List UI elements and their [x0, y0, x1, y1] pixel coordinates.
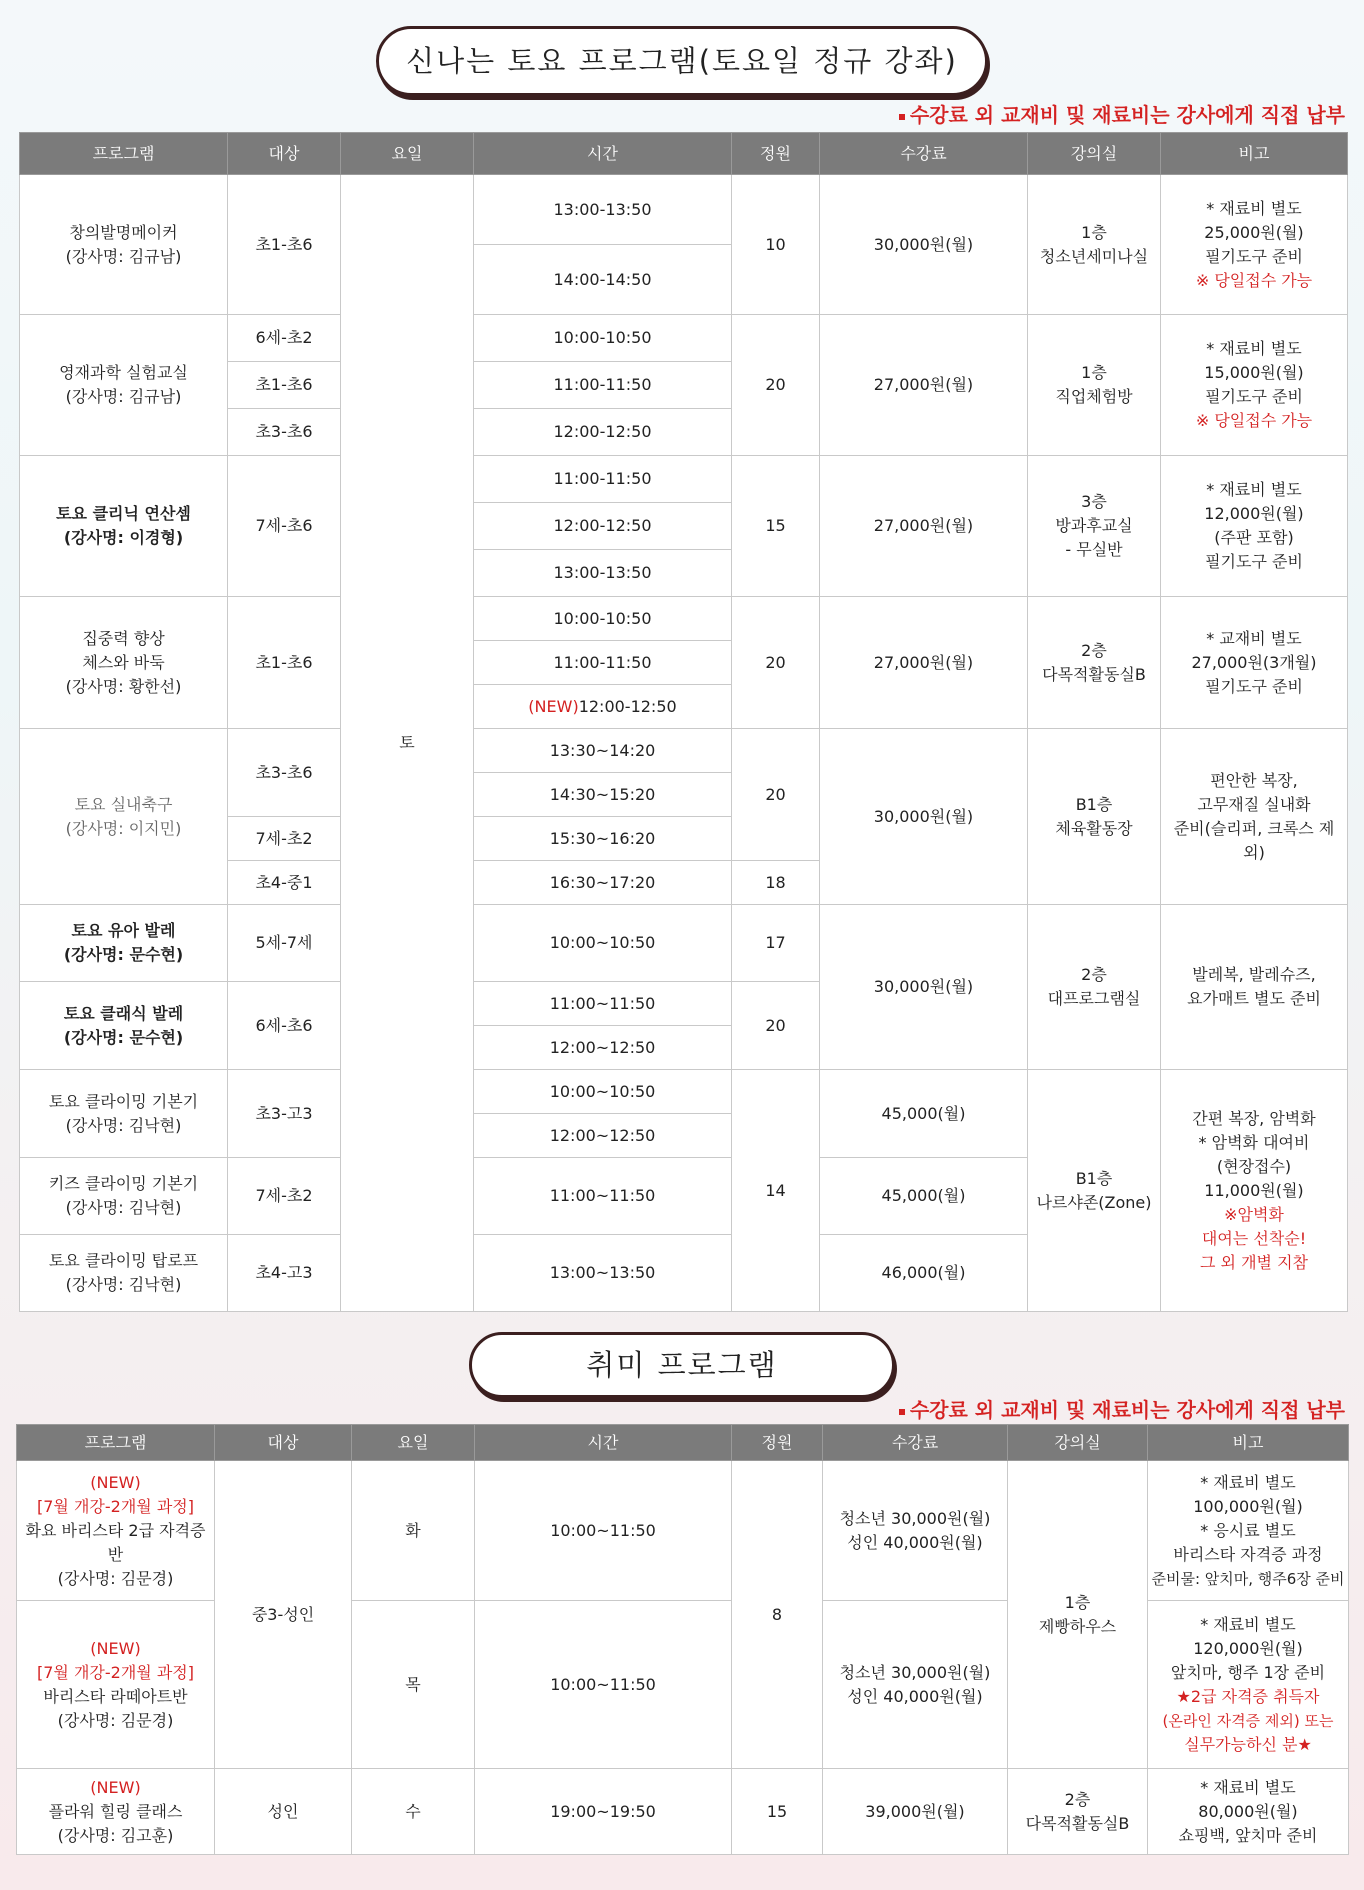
- target-cell: 성인: [215, 1769, 352, 1855]
- table-row: [17, 1769, 1349, 1855]
- time-cell: 11:00-11:50: [474, 362, 732, 409]
- time-cell: 13:00-13:50: [474, 175, 732, 245]
- program-cell: 집중력 향상 체스와 바둑 (강사명: 황한선): [20, 597, 228, 729]
- fee-note: 수강료 외 교재비 및 재료비는 강사에게 직접 납부: [899, 99, 1345, 128]
- fee-cell: 30,000원(월): [820, 729, 1028, 905]
- target-cell: 초3-초6: [228, 409, 341, 456]
- section-title-hobby: 취미 프로그램: [469, 1332, 895, 1398]
- header-cell: 프로그램: [20, 133, 228, 175]
- time-cell: 14:00-14:50: [474, 245, 732, 315]
- time-cell: 16:30~17:20: [474, 861, 732, 905]
- day-cell: 토: [341, 175, 474, 1312]
- time-cell: 11:00-11:50: [474, 456, 732, 503]
- day-cell: 화: [352, 1461, 475, 1601]
- target-cell: 초4-중1: [228, 861, 341, 905]
- target-cell: 초4-고3: [228, 1235, 341, 1312]
- table-header-row: [17, 1425, 1349, 1461]
- target-cell: 6세-초2: [228, 315, 341, 362]
- note-cell: * 재료비 별도 15,000원(월) 필기도구 준비 ※ 당일접수 가능: [1161, 315, 1348, 456]
- fee-cell: 청소년 30,000원(월) 성인 40,000원(월): [823, 1461, 1008, 1601]
- header-cell: 프로그램: [17, 1425, 215, 1461]
- saturday-program-table: [19, 132, 1348, 1312]
- time-cell: 10:00-10:50: [474, 315, 732, 362]
- capacity-cell: 8: [732, 1461, 823, 1769]
- capacity-cell: 15: [732, 1769, 823, 1855]
- header-cell: 요일: [341, 133, 474, 175]
- fee-cell: 45,000(월): [820, 1070, 1028, 1158]
- program-cell: 토요 클리닉 연산셈 (강사명: 이경형): [20, 456, 228, 597]
- room-cell: 1층 제빵하우스: [1008, 1461, 1148, 1769]
- capacity-cell: 20: [732, 729, 820, 861]
- fee-cell: 39,000원(월): [823, 1769, 1008, 1855]
- table-row: [20, 315, 1348, 362]
- program-cell: 토요 유아 발레 (강사명: 문수현): [20, 905, 228, 982]
- header-cell: 정원: [732, 133, 820, 175]
- target-cell: 초1-초6: [228, 597, 341, 729]
- time-cell: 10:00~11:50: [475, 1461, 732, 1601]
- program-cell: 토요 클래식 발레 (강사명: 문수현): [20, 982, 228, 1070]
- program-cell: (NEW) 플라워 힐링 클래스 (강사명: 김고훈): [17, 1769, 215, 1855]
- capacity-cell: 17: [732, 905, 820, 982]
- header-cell: 시간: [475, 1425, 732, 1461]
- note-cell: * 재료비 별도 120,000원(월) 앞치마, 행주 1장 준비 ★2급 자격증 취득자 (온라인 자격증 제외) 또는 실무가능하신 분★: [1148, 1601, 1349, 1769]
- room-cell: 2층 다목적활동실B: [1028, 597, 1161, 729]
- day-cell: 목: [352, 1601, 475, 1769]
- target-cell: 7세-초2: [228, 817, 341, 861]
- header-cell: 대상: [215, 1425, 352, 1461]
- target-cell: 초3-고3: [228, 1070, 341, 1158]
- time-cell: 12:00-12:50: [474, 503, 732, 550]
- time-cell: 10:00-10:50: [474, 597, 732, 641]
- time-cell: 10:00~10:50: [474, 905, 732, 982]
- table-row: [20, 597, 1348, 641]
- header-cell: 비고: [1148, 1425, 1349, 1461]
- fee-cell: 30,000원(월): [820, 905, 1028, 1070]
- fee-cell: 27,000원(월): [820, 597, 1028, 729]
- program-cell: 창의발명메이커 (강사명: 김규남): [20, 175, 228, 315]
- note-cell: * 재료비 별도 80,000원(월) 쇼핑백, 앞치마 준비: [1148, 1769, 1349, 1855]
- capacity-cell: 15: [732, 456, 820, 597]
- bullet-icon: [899, 1409, 905, 1415]
- time-cell: 11:00-11:50: [474, 641, 732, 685]
- time-cell: 10:00~11:50: [475, 1601, 732, 1769]
- time-cell: 12:00-12:50: [474, 409, 732, 456]
- room-cell: 2층 대프로그램실: [1028, 905, 1161, 1070]
- note-cell: * 재료비 별도 100,000원(월) * 응시료 별도 바리스타 자격증 과정 준비물: 앞치마, 행주6장 준비: [1148, 1461, 1349, 1601]
- fee-cell: 46,000(월): [820, 1235, 1028, 1312]
- program-cell: 토요 클라이밍 탑로프 (강사명: 김낙현): [20, 1235, 228, 1312]
- room-cell: 1층 청소년세미나실: [1028, 175, 1161, 315]
- target-cell: 5세-7세: [228, 905, 341, 982]
- table-row: [20, 729, 1348, 773]
- time-cell: 12:00~12:50: [474, 1026, 732, 1070]
- fee-cell: 27,000원(월): [820, 315, 1028, 456]
- header-cell: 정원: [732, 1425, 823, 1461]
- time-cell: 11:00~11:50: [474, 1158, 732, 1235]
- time-cell: 19:00~19:50: [475, 1769, 732, 1855]
- capacity-cell: 20: [732, 315, 820, 456]
- target-cell: 7세-초6: [228, 456, 341, 597]
- table-row: [20, 456, 1348, 503]
- header-cell: 강의실: [1008, 1425, 1148, 1461]
- header-cell: 요일: [352, 1425, 475, 1461]
- capacity-cell: 20: [732, 597, 820, 729]
- section-title-saturday: 신나는 토요 프로그램(토요일 정규 강좌): [376, 26, 988, 96]
- table-row: [20, 1070, 1348, 1114]
- capacity-cell: 10: [732, 175, 820, 315]
- time-cell: 13:30~14:20: [474, 729, 732, 773]
- target-cell: 중3-성인: [215, 1461, 352, 1769]
- room-cell: B1층 체육활동장: [1028, 729, 1161, 905]
- note-cell: * 재료비 별도 12,000원(월) (주판 포함) 필기도구 준비: [1161, 456, 1348, 597]
- room-cell: 2층 다목적활동실B: [1008, 1769, 1148, 1855]
- time-cell: 15:30~16:20: [474, 817, 732, 861]
- program-cell: 토요 클라이밍 기본기 (강사명: 김낙현): [20, 1070, 228, 1158]
- day-cell: 수: [352, 1769, 475, 1855]
- note-cell: 발레복, 발레슈즈, 요가매트 별도 준비: [1161, 905, 1348, 1070]
- time-cell: 10:00~10:50: [474, 1070, 732, 1114]
- table-row: [17, 1461, 1349, 1601]
- fee-cell: 청소년 30,000원(월) 성인 40,000원(월): [823, 1601, 1008, 1769]
- fee-cell: 45,000(월): [820, 1158, 1028, 1235]
- target-cell: 초1-초6: [228, 175, 341, 315]
- program-cell: 키즈 클라이밍 기본기 (강사명: 김낙현): [20, 1158, 228, 1235]
- note-cell: 간편 복장, 암벽화 * 암벽화 대여비 (현장접수) 11,000원(월) ※암벽화 대여는 선착순! 그 외 개별 지참: [1161, 1070, 1348, 1312]
- room-cell: 3층 방과후교실 - 무실반: [1028, 456, 1161, 597]
- header-cell: 대상: [228, 133, 341, 175]
- capacity-cell: 20: [732, 982, 820, 1070]
- fee-note: 수강료 외 교재비 및 재료비는 강사에게 직접 납부: [899, 1394, 1345, 1423]
- note-cell: * 재료비 별도 25,000원(월) 필기도구 준비 ※ 당일접수 가능: [1161, 175, 1348, 315]
- fee-cell: 30,000원(월): [820, 175, 1028, 315]
- program-cell: 토요 실내축구 (강사명: 이지민): [20, 729, 228, 905]
- fee-cell: 27,000원(월): [820, 456, 1028, 597]
- bullet-icon: [899, 114, 905, 120]
- time-cell: 13:00~13:50: [474, 1235, 732, 1312]
- capacity-cell: 14: [732, 1070, 820, 1312]
- time-cell: 14:30~15:20: [474, 773, 732, 817]
- time-cell: 11:00~11:50: [474, 982, 732, 1026]
- header-cell: 시간: [474, 133, 732, 175]
- header-cell: 강의실: [1028, 133, 1161, 175]
- capacity-cell: 18: [732, 861, 820, 905]
- target-cell: 초1-초6: [228, 362, 341, 409]
- time-cell: 12:00~12:50: [474, 1114, 732, 1158]
- note-cell: * 교재비 별도 27,000원(3개월) 필기도구 준비: [1161, 597, 1348, 729]
- header-cell: 비고: [1161, 133, 1348, 175]
- room-cell: B1층 나르샤존(Zone): [1028, 1070, 1161, 1312]
- program-cell: 영재과학 실험교실 (강사명: 김규남): [20, 315, 228, 456]
- program-cell: (NEW) [7월 개강-2개월 과정] 바리스타 라떼아트반 (강사명: 김문경): [17, 1601, 215, 1769]
- hobby-program-table: [16, 1424, 1349, 1855]
- header-cell: 수강료: [823, 1425, 1008, 1461]
- target-cell: 6세-초6: [228, 982, 341, 1070]
- time-cell: (NEW)12:00-12:50: [474, 685, 732, 729]
- table-row: [20, 905, 1348, 982]
- note-cell: 편안한 복장, 고무재질 실내화 준비(슬리퍼, 크록스 제외): [1161, 729, 1348, 905]
- target-cell: 7세-초2: [228, 1158, 341, 1235]
- time-cell: 13:00-13:50: [474, 550, 732, 597]
- target-cell: 초3-초6: [228, 729, 341, 817]
- table-row: [20, 175, 1348, 245]
- program-cell: (NEW) [7월 개강-2개월 과정] 화요 바리스타 2급 자격증반 (강사명: 김문경): [17, 1461, 215, 1601]
- room-cell: 1층 직업체험방: [1028, 315, 1161, 456]
- new-badge: (NEW): [528, 696, 579, 716]
- header-cell: 수강료: [820, 133, 1028, 175]
- table-header-row: [20, 133, 1348, 175]
